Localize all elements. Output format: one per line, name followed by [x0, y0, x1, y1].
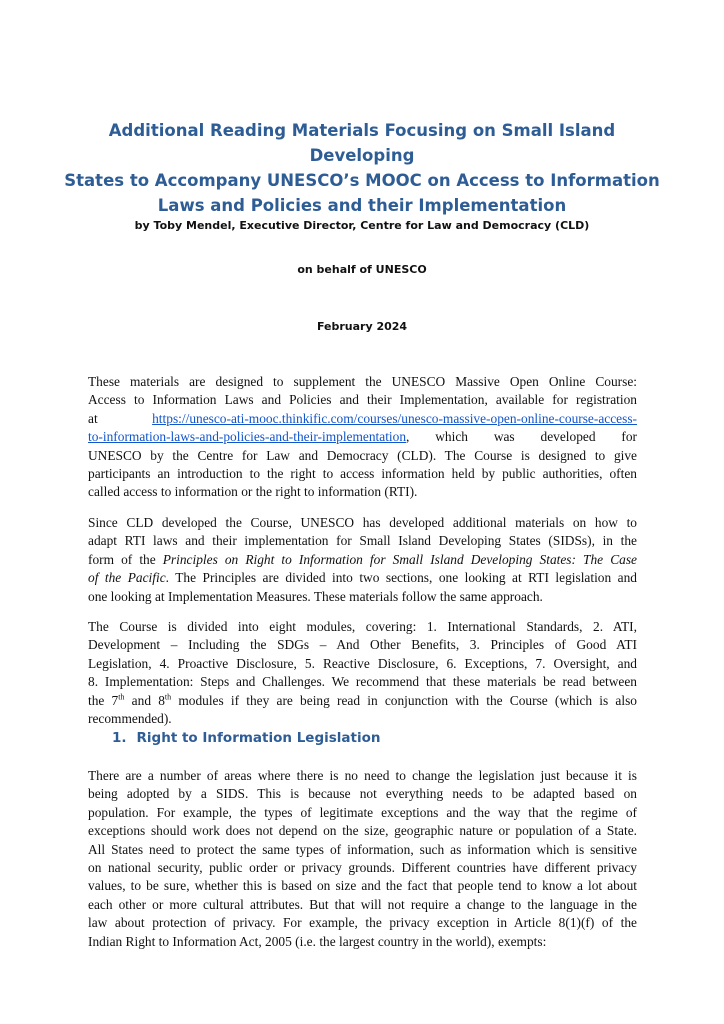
- text-line: each other or more cultural attributes. But that will not require a change to the language in the: [88, 896, 637, 912]
- text-line: recommended).: [88, 711, 172, 727]
- text-fragment: modules if they are being read in conjunction with the Course (which is also: [171, 692, 637, 708]
- text-line: adapt RTI laws and their implementation for Small Island Developing States (SIDSs), in the: [88, 533, 637, 549]
- publication-date: February 2024: [316, 320, 408, 333]
- text-line: Development – Including the SDGs – And Other Benefits, 3. Principles of Good ATI: [88, 637, 637, 653]
- principles-title: Principles on Right to Information for Small Island Developing States: The Case: [162, 551, 637, 567]
- text-line: participants an introduction to the right to access information held by public authorities, often: [88, 466, 637, 482]
- text-line: called access to information or the right to information (RTI).: [88, 484, 418, 500]
- text-fragment: at: [88, 410, 153, 426]
- superscript: th: [164, 692, 172, 702]
- text-line: There are a number of areas where there is no need to change the legislation just because it is: [88, 768, 637, 783]
- text-line: [88, 410, 637, 428]
- principles-title: of the Pacific: [88, 570, 166, 586]
- section-title: Right to Information Legislation: [136, 730, 381, 746]
- text-line: Access to Information Laws and Policies and their Implementation, available for registration: [88, 392, 637, 408]
- text-line: [88, 428, 637, 446]
- sids-paragraph: [88, 514, 637, 606]
- text-line: exceptions should work does not depend on the size, geographic nature or population of a State.: [88, 823, 637, 839]
- text-line: These materials are designed to supplement the UNESCO Massive Open Online Course:: [88, 374, 637, 389]
- text-fragment: , which was developed for: [406, 429, 637, 445]
- text-line: one looking at Implementation Measures. These materials follow the same approach.: [88, 588, 543, 604]
- section-heading: [112, 730, 380, 746]
- text-line: being adopted by a SIDS. This is because not everything needs to be adapted based on: [88, 786, 637, 802]
- text-line: The Course is divided into eight modules, covering: 1. International Standards, 2. ATI,: [88, 619, 637, 634]
- text-line: Indian Right to Information Act, 2005 (i.e. the largest country in the world), exempts:: [88, 933, 547, 949]
- title-line: Laws and Policies and their Implementation: [157, 196, 567, 215]
- text-fragment: the 7: [88, 692, 119, 708]
- superscript: th: [118, 692, 125, 702]
- text-line: Legislation, 4. Proactive Disclosure, 5. Reactive Disclosure, 6. Exceptions, 7. Oversight, and: [88, 655, 637, 671]
- author-byline: by Toby Mendel, Executive Director, Centre for Law and Democracy (CLD): [134, 219, 590, 232]
- text-fragment: and 8: [124, 692, 165, 708]
- text-line: [88, 569, 637, 587]
- intro-paragraph: [88, 373, 637, 502]
- text-line: All States need to protect the same types of information, such as information which is sensitive: [88, 841, 637, 857]
- text-line: population. For example, the types of legitimate exceptions and the way that the regime of: [88, 804, 637, 820]
- document-title: [60, 118, 664, 218]
- on-behalf-line: on behalf of UNESCO: [297, 263, 427, 276]
- text-line: [88, 692, 637, 710]
- title-line: Additional Reading Materials Focusing on Small Island Developing: [108, 121, 616, 165]
- text-line: on national security, public order or privacy grounds. Different countries have different privacy: [88, 860, 637, 876]
- text-line: [88, 551, 637, 569]
- text-line: values, to be sure, whether this is based on size and the fact that people tend to know a lot about: [88, 878, 637, 894]
- mooc-link-part2[interactable]: to-information-laws-and-policies-and-their-implementation: [88, 429, 407, 445]
- legislation-paragraph: [88, 767, 637, 951]
- text-line: law about protection of privacy. For example, the privacy exception in Article 8(1)(f) of the: [88, 915, 637, 931]
- title-line: States to Accompany UNESCO’s MOOC on Access to Information: [64, 171, 660, 190]
- mooc-link-part1[interactable]: https://unesco-ati-mooc.thinkific.com/courses/unesco-massive-open-online-course-access-: [152, 410, 637, 426]
- text-fragment: . The Principles are divided into two sections, one looking at RTI legislation and: [165, 570, 637, 586]
- section-number: 1.: [112, 730, 127, 746]
- text-fragment: form of the: [88, 551, 163, 567]
- text-line: UNESCO by the Centre for Law and Democracy (CLD). The Course is designed to give: [88, 447, 637, 463]
- text-line: Since CLD developed the Course, UNESCO has developed additional materials on how to: [88, 515, 637, 530]
- text-line: 8. Implementation: Steps and Challenges. We recommend that these materials be read between: [88, 674, 637, 690]
- modules-paragraph: [88, 618, 637, 728]
